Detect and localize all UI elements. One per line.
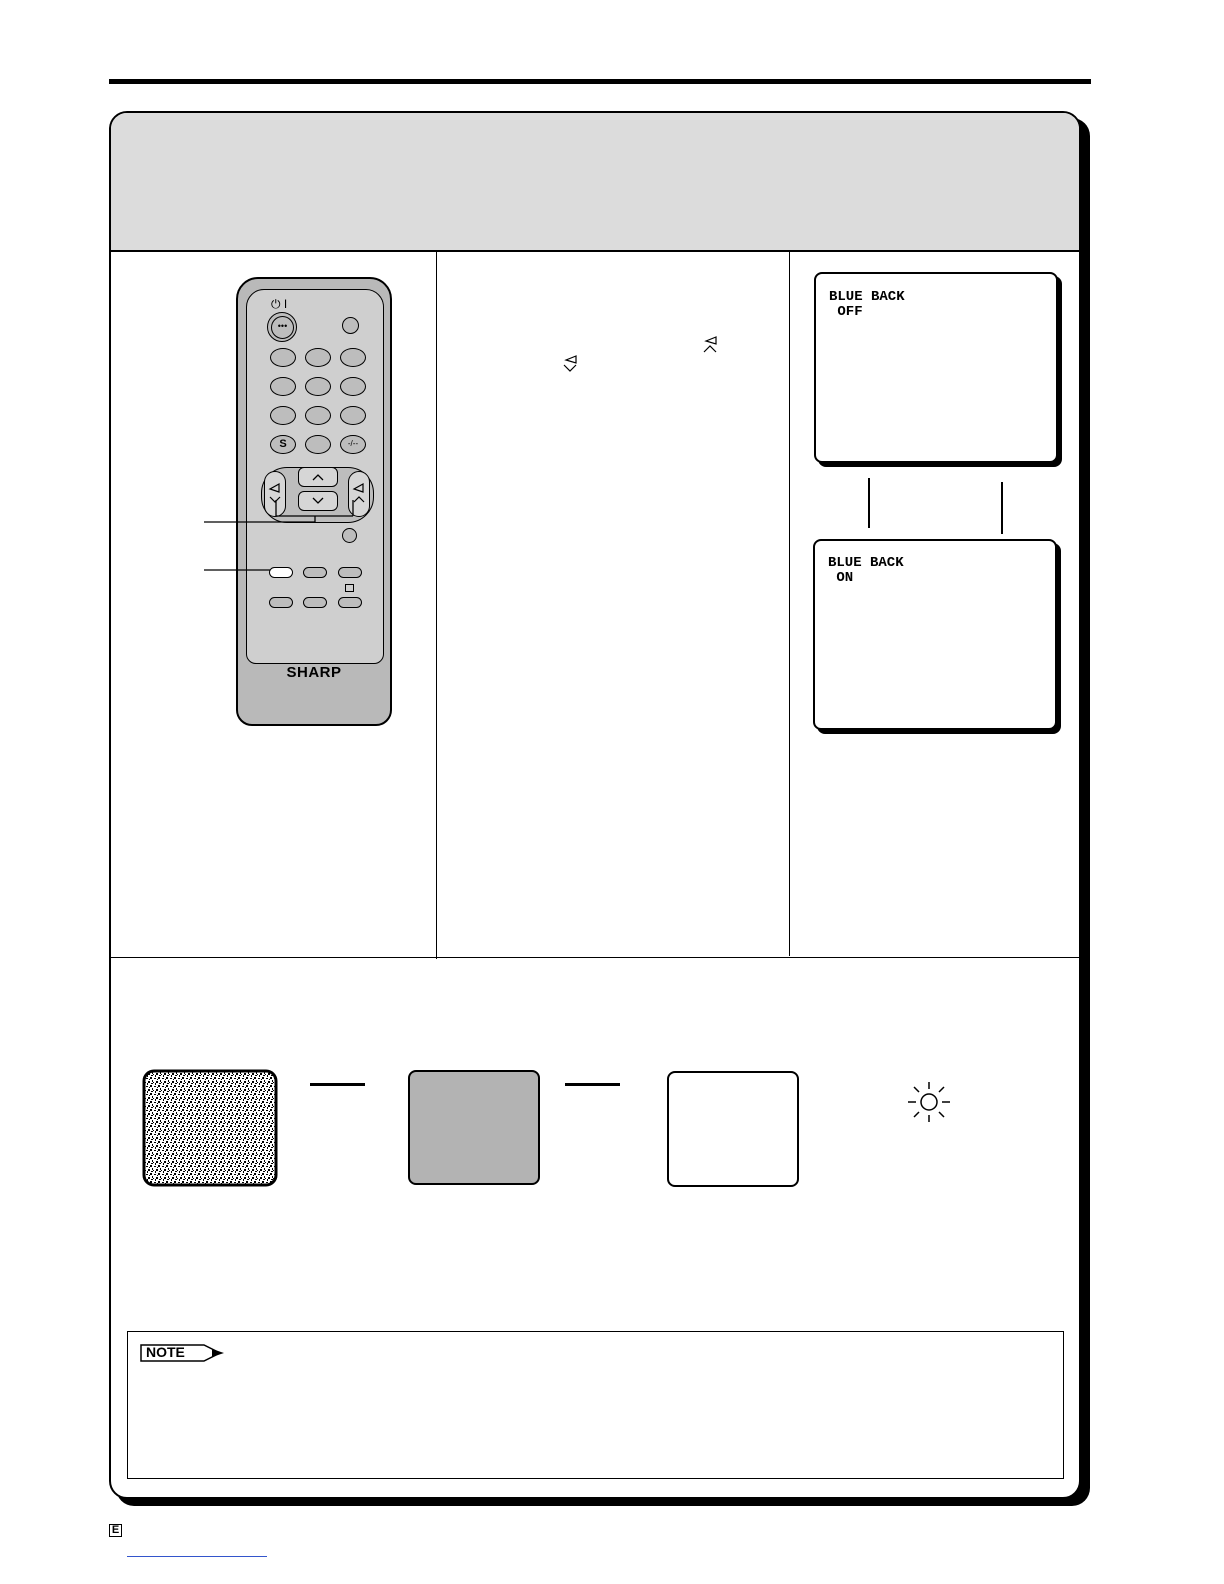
top-rule xyxy=(109,79,1091,84)
brightness-icon xyxy=(905,1079,953,1125)
power-label: ⏻ I xyxy=(271,297,288,311)
panel-header xyxy=(111,113,1079,252)
column-divider-left xyxy=(436,250,437,959)
arrow-line xyxy=(310,1083,365,1086)
number-button[interactable] xyxy=(270,377,296,396)
osd-value: ON xyxy=(828,570,854,586)
osd-screen-on xyxy=(813,539,1057,730)
grey-screen xyxy=(408,1070,540,1185)
section-divider xyxy=(111,957,1079,958)
number-button[interactable] xyxy=(305,348,331,367)
note-box xyxy=(127,1331,1064,1479)
osd-title: BLUE BACK xyxy=(829,289,905,305)
mute-button[interactable] xyxy=(342,317,359,334)
connector-line xyxy=(1001,482,1003,534)
note-label: NOTE xyxy=(146,1344,185,1360)
noise-screen xyxy=(142,1069,278,1187)
osd-value: OFF xyxy=(829,304,863,320)
pill-button[interactable] xyxy=(338,597,362,608)
number-button[interactable] xyxy=(305,377,331,396)
volume-down-symbol-icon xyxy=(560,353,580,373)
number-button[interactable] xyxy=(340,377,366,396)
page-marker: E xyxy=(109,1524,122,1537)
callout-lines xyxy=(200,480,370,580)
digit-mode-button[interactable]: -/-- xyxy=(340,435,366,454)
osd-title: BLUE BACK xyxy=(828,555,904,571)
number-button[interactable] xyxy=(340,406,366,425)
column-divider-right xyxy=(789,250,790,956)
number-button[interactable] xyxy=(270,406,296,425)
number-button[interactable] xyxy=(305,435,331,454)
remote-face xyxy=(246,289,384,664)
pill-button[interactable] xyxy=(303,597,327,608)
flashback-button[interactable]: S xyxy=(270,435,296,454)
arrow-line xyxy=(565,1083,620,1086)
volume-up-symbol-icon xyxy=(700,334,720,354)
footer-link-underline[interactable] xyxy=(127,1556,267,1557)
connector-line xyxy=(868,478,870,528)
screen-icon xyxy=(345,584,354,592)
osd-screen-off xyxy=(814,272,1058,463)
power-button[interactable]: ••• xyxy=(267,312,297,342)
blank-screen xyxy=(667,1071,799,1187)
pill-button[interactable] xyxy=(269,597,293,608)
number-button[interactable] xyxy=(305,406,331,425)
brand-logo: SHARP xyxy=(286,664,342,681)
number-button[interactable] xyxy=(340,348,366,367)
number-button[interactable] xyxy=(270,348,296,367)
